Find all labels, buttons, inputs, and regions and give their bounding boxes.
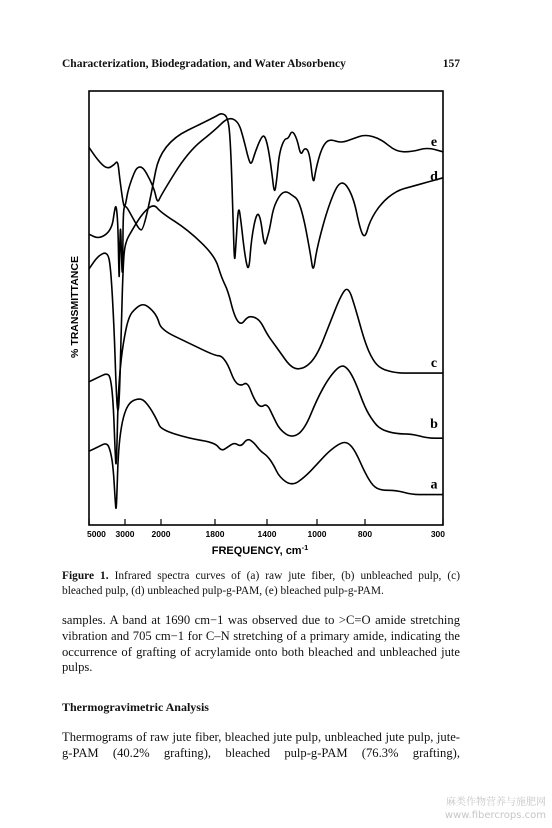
spectrum-line-b	[89, 305, 443, 464]
section-heading: Thermogravimetric Analysis	[62, 700, 209, 714]
plot-frame	[89, 91, 443, 525]
x-tick-label: 5000	[87, 529, 106, 539]
page-number: 157	[442, 58, 460, 70]
body-paragraph-2: Thermograms of raw jute fiber, bleached jute pulp, unbleached jute pulp, jute-g-PAM (40.2% grafting), bleached pulp-g-PAM (76.3% grafting),	[62, 730, 460, 760]
spectrum-line-e	[89, 119, 443, 207]
watermark	[396, 796, 546, 822]
x-tick-label: 1000	[307, 529, 327, 539]
figure-caption	[62, 569, 460, 598]
x-axis-label-exponent: -1	[301, 543, 309, 552]
x-tick-label: 1400	[257, 529, 277, 539]
x-tick-label: 1800	[205, 529, 225, 539]
spectrum-line-a	[89, 399, 443, 508]
curve-label-b: b	[430, 416, 438, 432]
header-title: Characterization, Biodegradation, and Water Absorbency	[62, 58, 346, 70]
x-axis-label	[212, 543, 309, 557]
running-header	[62, 58, 460, 74]
curve-label-e: e	[430, 134, 438, 150]
x-axis-label-text: FREQUENCY, cm	[211, 545, 302, 557]
x-tick-label: 800	[357, 529, 373, 539]
ir-spectra-chart	[60, 85, 460, 563]
curve-label-a: a	[430, 477, 438, 493]
body-paragraph-1: samples. A band at 1690 cm−1 was observed due to >C=O amide stretching vibration and 705 cm−1 for C–N stretching of a primary amide, indicating the occurrence of grafting of acrylamide onto both bleached and unbleached jute pulps.	[62, 613, 460, 675]
figure-label: Figure 1.	[62, 570, 109, 582]
watermark-line-1: 麻类作物营养与施肥网	[446, 797, 546, 808]
curve-label-d: d	[430, 169, 438, 185]
x-tick-label: 2000	[151, 529, 171, 539]
spectra-curves	[89, 114, 443, 508]
x-ticks	[87, 519, 445, 539]
watermark-line-2: www.fibercrops.com	[444, 810, 546, 821]
figure-caption-text: Infrared spectra curves of (a) raw jute fiber, (b) unbleached pulp, (c) bleached pulp, (d) unbleached pulp-g-PAM, (e) bleached pulp-g-PAM.	[62, 570, 460, 597]
y-axis-label: % TRANSMITTANCE	[69, 256, 81, 358]
spectrum-line-c	[89, 206, 443, 410]
curve-label-c: c	[430, 356, 438, 372]
x-tick-label: 300	[430, 529, 445, 539]
x-tick-label: 3000	[115, 529, 135, 539]
